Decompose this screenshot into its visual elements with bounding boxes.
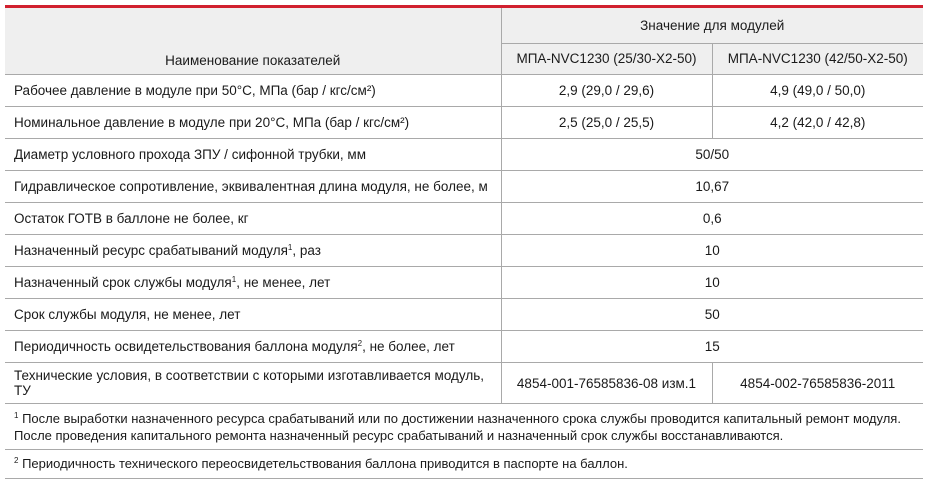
row-value-shared: 50 <box>501 299 923 331</box>
row-label-suffix: , не более, лет <box>362 339 455 354</box>
footnote-text: После выработки назначенного ресурса срабатываний или по достижении назначенного срока службы проводится капитальный ремонт модуля. После проведения капитального ремонта назначенный ресурс срабатываний и назначенный срок службы восстанавливаются. <box>14 411 901 443</box>
footnote-divider <box>5 449 923 450</box>
row-label: Срок службы модуля, не менее, лет <box>5 299 501 331</box>
row-value-shared: 50/50 <box>501 139 923 171</box>
row-label: Диаметр условного прохода ЗПУ / сифонной трубки, мм <box>5 139 501 171</box>
row-value-module-2: 4854-002-76585836-2011 <box>712 363 923 404</box>
row-value-shared: 15 <box>501 331 923 363</box>
table-row <box>5 235 923 267</box>
row-value-shared: 10,67 <box>501 171 923 203</box>
row-value-shared: 0,6 <box>501 203 923 235</box>
row-label-text: Назначенный ресурс срабатываний модуля <box>14 243 288 258</box>
footnote-mark: 1 <box>14 411 19 420</box>
footnote-ref: 1 <box>231 275 237 284</box>
spec-table <box>5 8 923 404</box>
row-label-text: Назначенный срок службы модуля <box>14 275 232 290</box>
row-label: Номинальное давление в модуле при 20°С, МПа (бар / кгс/см²) <box>5 107 501 139</box>
row-label-suffix: , не менее, лет <box>236 275 331 290</box>
row-value-module-1: 4854-001-76585836-08 изм.1 <box>501 363 712 404</box>
table-row <box>5 203 923 235</box>
row-label <box>5 235 501 267</box>
row-value-shared: 10 <box>501 235 923 267</box>
footnote-2 <box>5 455 923 472</box>
table-row <box>5 75 923 107</box>
header-parameter-name: Наименование показателей <box>5 8 501 75</box>
table-row <box>5 139 923 171</box>
footnote-ref: 1 <box>287 243 293 252</box>
row-label-text: Периодичность освидетельствования баллона модуля <box>14 339 358 354</box>
row-label: Рабочее давление в модуле при 50°С, МПа (бар / кгс/см²) <box>5 75 501 107</box>
table-row <box>5 171 923 203</box>
row-label <box>5 331 501 363</box>
row-label: Гидравлическое сопротивление, эквивалентная длина модуля, не более, м <box>5 171 501 203</box>
row-value-module-2: 4,2 (42,0 / 42,8) <box>712 107 923 139</box>
table-row <box>5 299 923 331</box>
footnote-text: Периодичность технического переосвидетельствования баллона приводится в паспорте на баллон. <box>22 456 628 471</box>
footnotes <box>5 410 923 479</box>
table-row <box>5 267 923 299</box>
header-module-2: МПА-NVC1230 (42/50-Х2-50) <box>712 43 923 74</box>
row-label-suffix: , раз <box>292 243 321 258</box>
row-label: Остаток ГОТВ в баллоне не более, кг <box>5 203 501 235</box>
footnote-1 <box>5 410 923 444</box>
row-value-module-1: 2,5 (25,0 / 25,5) <box>501 107 712 139</box>
row-label: Технические условия, в соответствии с которыми изготавливается модуль, ТУ <box>5 363 501 404</box>
table-row <box>5 331 923 363</box>
row-value-module-1: 2,9 (29,0 / 29,6) <box>501 75 712 107</box>
footnote-ref: 2 <box>357 339 363 348</box>
header-module-1: МПА-NVC1230 (25/30-Х2-50) <box>501 43 712 74</box>
row-label <box>5 267 501 299</box>
row-value-module-2: 4,9 (49,0 / 50,0) <box>712 75 923 107</box>
table-row <box>5 107 923 139</box>
footnote-mark: 2 <box>14 456 19 465</box>
table-row <box>5 363 923 404</box>
header-values-group: Значение для модулей <box>501 8 923 43</box>
row-value-shared: 10 <box>501 267 923 299</box>
